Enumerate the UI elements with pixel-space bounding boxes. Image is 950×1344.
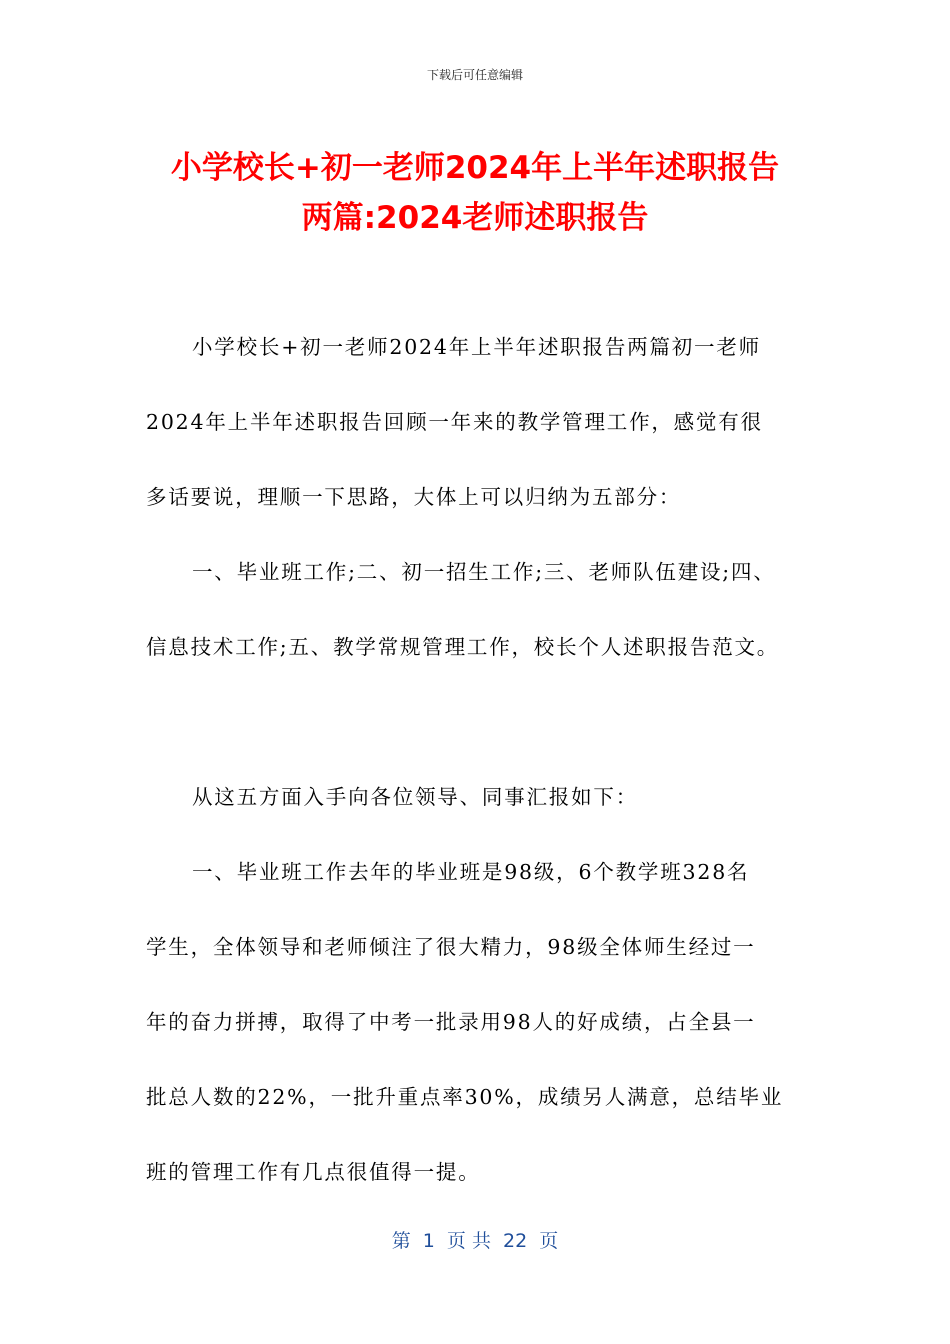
title-line-2: 两篇:2024老师述职报告	[301, 200, 649, 236]
page-header: 下载后可任意编辑	[426, 68, 523, 82]
paragraph-line: 小学校长+初一老师2024年上半年述职报告两篇初一老师	[192, 335, 761, 359]
document-title	[100, 143, 850, 243]
paragraph-line: 2024年上半年述职报告回顾一年来的教学管理工作，感觉有很	[146, 410, 763, 434]
paragraph-line: 从这五方面入手向各位领导、同事汇报如下：	[192, 785, 638, 809]
paragraph-line: 学生，全体领导和老师倾注了很大精力，98级全体师生经过一	[146, 935, 756, 959]
page-footer: 第 1 页 共 22 页	[391, 1230, 559, 1252]
paragraph-line: 多话要说，理顺一下思路，大体上可以归纳为五部分：	[146, 485, 682, 509]
paragraph-line: 一、毕业班工作;二、初一招生工作;三、老师队伍建设;四、	[192, 560, 776, 584]
title-line-1: 小学校长+初一老师2024年上半年述职报告	[170, 150, 780, 186]
paragraph-line: 批总人数的22%，一批升重点率30%，成绩另人满意，总结毕业	[146, 1085, 784, 1109]
paragraph-line: 一、毕业班工作去年的毕业班是98级，6个教学班328名	[192, 860, 750, 884]
paragraph-line: 年的奋力拼搏，取得了中考一批录用98人的好成绩，占全县一	[146, 1010, 756, 1034]
paragraph-line: 班的管理工作有几点很值得一提。	[146, 1160, 481, 1184]
paragraph-line: 信息技术工作;五、教学常规管理工作，校长个人述职报告范文。	[146, 635, 780, 659]
